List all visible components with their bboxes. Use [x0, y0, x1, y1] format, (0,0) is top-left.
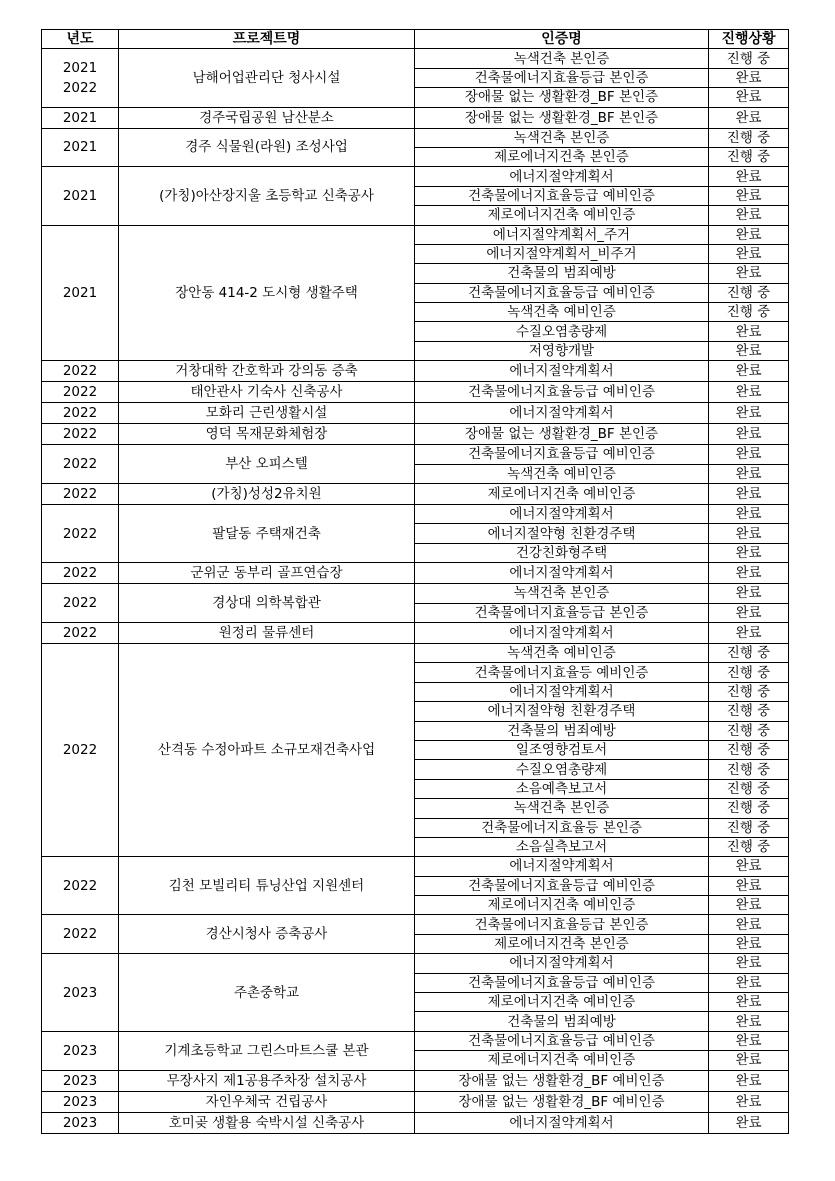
cert-cell: 장애물 없는 생활환경_BF 본인증	[415, 88, 709, 107]
project-cell: 경주 식물원(라원) 조성사업	[119, 128, 415, 167]
cert-cell: 에너지절약계획서	[415, 682, 709, 701]
cert-cell: 건축물에너지효율등급 본인증	[415, 68, 709, 87]
cert-cell: 녹색건축 예비인증	[415, 464, 709, 483]
table-row	[42, 1031, 789, 1050]
year-cell	[42, 403, 119, 424]
year-cell	[42, 107, 119, 128]
status-cell: 완료	[709, 403, 789, 424]
year-cell	[42, 1112, 119, 1133]
year-value: 2022	[62, 877, 98, 894]
year-cell	[42, 424, 119, 445]
year-cell	[42, 954, 119, 1032]
header-status: 진행상황	[709, 30, 789, 49]
cert-cell: 장애물 없는 생활환경_BF 예비인증	[415, 1091, 709, 1112]
status-cell: 완료	[709, 876, 789, 895]
year-value: 2023	[62, 1093, 98, 1110]
year-value: 2022	[62, 486, 98, 503]
cert-cell: 장애물 없는 생활환경_BF 예비인증	[415, 1070, 709, 1091]
cert-cell: 에너지절약계획서_주거	[415, 225, 709, 244]
project-cell: 태안관사 기숙사 신축공사	[119, 382, 415, 403]
project-cell: 기계초등학교 그린스마트스쿨 본관	[119, 1031, 415, 1070]
status-cell: 완료	[709, 563, 789, 584]
year-value: 2022	[62, 405, 98, 422]
project-cell: 자인우체국 건립공사	[119, 1091, 415, 1112]
table-row	[42, 915, 789, 934]
status-cell: 진행 중	[709, 283, 789, 302]
status-cell: 진행 중	[709, 682, 789, 701]
cert-cell: 제로에너지건축 예비인증	[415, 993, 709, 1012]
year-cell	[42, 915, 119, 954]
status-cell: 진행 중	[709, 837, 789, 856]
project-cell: 경주국립공원 남산분소	[119, 107, 415, 128]
project-cell: 군위군 동부리 골프연습장	[119, 563, 415, 584]
status-cell: 진행 중	[709, 303, 789, 322]
table-body	[42, 49, 789, 1133]
table-row	[42, 225, 789, 244]
cert-cell: 건축물에너지효율등급 예비인증	[415, 186, 709, 205]
year-value: 2023	[62, 1042, 98, 1059]
table-row	[42, 403, 789, 424]
project-cell: 경상대 의학복합관	[119, 584, 415, 623]
cert-cell: 소음예측보고서	[415, 779, 709, 798]
project-cell: 산격동 수정아파트 소규모재건축사업	[119, 643, 415, 856]
cert-cell: 장애물 없는 생활환경_BF 본인증	[415, 424, 709, 445]
cert-cell: 제로에너지건축 예비인증	[415, 1051, 709, 1070]
cert-cell: 에너지절약계획서_비주거	[415, 244, 709, 263]
status-cell: 완료	[709, 1012, 789, 1031]
project-cell: 거창대학 간호학과 강의동 증축	[119, 361, 415, 382]
status-cell: 완료	[709, 464, 789, 483]
year-value: 2022	[62, 525, 98, 542]
status-cell: 완료	[709, 505, 789, 524]
cert-cell: 수질오염총량제	[415, 760, 709, 779]
cert-cell: 에너지절약계획서	[415, 954, 709, 973]
cert-cell: 에너지절약계획서	[415, 505, 709, 524]
cert-cell: 건축물에너지효율등 예비인증	[415, 663, 709, 682]
year-cell	[42, 622, 119, 643]
cert-cell: 녹색건축 예비인증	[415, 643, 709, 662]
status-cell: 완료	[709, 543, 789, 562]
table-row	[42, 361, 789, 382]
status-cell: 진행 중	[709, 760, 789, 779]
year-value: 2022	[62, 565, 98, 582]
year-value: 2021	[62, 284, 98, 301]
cert-cell: 녹색건축 본인증	[415, 128, 709, 147]
table-row	[42, 167, 789, 186]
table-row	[42, 857, 789, 876]
status-cell: 완료	[709, 264, 789, 283]
cert-cell: 녹색건축 본인증	[415, 49, 709, 68]
year-value: 2022	[62, 384, 98, 401]
year-cell	[42, 382, 119, 403]
cert-cell: 에너지절약형 친환경주택	[415, 524, 709, 543]
status-cell: 진행 중	[709, 643, 789, 662]
project-cell: (가칭)성성2유치원	[119, 484, 415, 505]
status-cell: 완료	[709, 361, 789, 382]
status-cell: 완료	[709, 107, 789, 128]
project-cell: 장안동 414-2 도시형 생활주택	[119, 225, 415, 361]
cert-cell: 건축물에너지효율등급 예비인증	[415, 973, 709, 992]
year-value: 2022	[62, 456, 98, 473]
status-cell: 완료	[709, 896, 789, 915]
project-cell: 영덕 목재문화체험장	[119, 424, 415, 445]
header-row	[42, 30, 789, 49]
cert-cell: 건축물에너지효율등급 예비인증	[415, 445, 709, 464]
cert-cell: 녹색건축 예비인증	[415, 303, 709, 322]
status-cell: 진행 중	[709, 799, 789, 818]
status-cell: 진행 중	[709, 147, 789, 166]
table-row	[42, 107, 789, 128]
year-value: 2022	[62, 595, 98, 612]
status-cell: 완료	[709, 954, 789, 973]
table-header	[42, 30, 789, 49]
status-cell: 진행 중	[709, 702, 789, 721]
status-cell: 진행 중	[709, 779, 789, 798]
cert-cell: 저영향개발	[415, 341, 709, 360]
cert-cell: 건축물에너지효율등급 예비인증	[415, 382, 709, 403]
status-cell: 진행 중	[709, 49, 789, 68]
table-row	[42, 584, 789, 603]
year-cell	[42, 563, 119, 584]
status-cell: 완료	[709, 484, 789, 505]
project-cell: 모화리 근린생활시설	[119, 403, 415, 424]
table-row	[42, 1070, 789, 1091]
project-cell: 주촌중학교	[119, 954, 415, 1032]
cert-cell: 건축물의 범죄예방	[415, 264, 709, 283]
status-cell: 완료	[709, 186, 789, 205]
cert-cell: 수질오염총량제	[415, 322, 709, 341]
status-cell: 완료	[709, 322, 789, 341]
status-cell: 완료	[709, 1091, 789, 1112]
table-row	[42, 622, 789, 643]
year-value: 2021	[62, 187, 98, 204]
status-cell: 완료	[709, 993, 789, 1012]
project-cell: 팔달동 주택재건축	[119, 505, 415, 563]
year-value: 2022	[62, 926, 98, 943]
status-cell: 진행 중	[709, 128, 789, 147]
year-value: 2022	[62, 742, 98, 759]
status-cell: 완료	[709, 584, 789, 603]
table-row	[42, 954, 789, 973]
cert-cell: 건축물에너지효율등급 예비인증	[415, 876, 709, 895]
status-cell: 완료	[709, 382, 789, 403]
cert-cell: 에너지절약계획서	[415, 857, 709, 876]
table-row	[42, 424, 789, 445]
year-cell	[42, 128, 119, 167]
year-cell	[42, 1031, 119, 1070]
project-cell: 원정리 물류센터	[119, 622, 415, 643]
project-cell: 호미곶 생활용 숙박시설 신축공사	[119, 1112, 415, 1133]
cert-cell: 건축물에너지효율등 본인증	[415, 818, 709, 837]
table-row	[42, 128, 789, 147]
table-row	[42, 1091, 789, 1112]
year-cell	[42, 445, 119, 484]
status-cell: 완료	[709, 603, 789, 622]
year-value: 2022	[62, 426, 98, 443]
table-row	[42, 49, 789, 68]
project-cell: 부산 오피스텔	[119, 445, 415, 484]
status-cell: 완료	[709, 524, 789, 543]
year-value: 2022	[62, 79, 98, 96]
status-cell: 완료	[709, 88, 789, 107]
status-cell: 완료	[709, 1070, 789, 1091]
status-cell: 완료	[709, 934, 789, 953]
status-cell: 완료	[709, 973, 789, 992]
header-cert: 인증명	[415, 30, 709, 49]
cert-cell: 일조영향검토서	[415, 740, 709, 759]
status-cell: 완료	[709, 1051, 789, 1070]
year-cell	[42, 361, 119, 382]
year-value: 2021	[62, 59, 98, 76]
project-cell: 김천 모빌리티 튜닝산업 지원센터	[119, 857, 415, 915]
cert-cell: 건축물에너지효율등급 본인증	[415, 915, 709, 934]
cert-cell: 에너지절약계획서	[415, 167, 709, 186]
cert-cell: 건축물에너지효율등급 본인증	[415, 603, 709, 622]
status-cell: 진행 중	[709, 740, 789, 759]
status-cell: 진행 중	[709, 663, 789, 682]
table-row	[42, 445, 789, 464]
cert-cell: 제로에너지건축 예비인증	[415, 484, 709, 505]
cert-cell: 제로에너지건축 본인증	[415, 934, 709, 953]
status-cell: 진행 중	[709, 721, 789, 740]
year-cell	[42, 643, 119, 856]
status-cell: 완료	[709, 1112, 789, 1133]
project-cell: 무장사지 제1공용주차장 설치공사	[119, 1070, 415, 1091]
cert-cell: 에너지절약계획서	[415, 403, 709, 424]
status-cell: 완료	[709, 857, 789, 876]
table-row	[42, 484, 789, 505]
year-value: 2021	[62, 109, 98, 126]
status-cell: 완료	[709, 206, 789, 225]
table-row	[42, 1112, 789, 1133]
year-value: 2022	[62, 624, 98, 641]
year-cell	[42, 484, 119, 505]
year-cell	[42, 225, 119, 361]
year-cell	[42, 167, 119, 225]
status-cell: 완료	[709, 244, 789, 263]
status-cell: 완료	[709, 341, 789, 360]
cert-cell: 건축물에너지효율등급 예비인증	[415, 1031, 709, 1050]
year-value: 2022	[62, 363, 98, 380]
table-row	[42, 563, 789, 584]
certification-table	[41, 29, 789, 1134]
table-row	[42, 505, 789, 524]
year-cell	[42, 1070, 119, 1091]
cert-cell: 에너지절약계획서	[415, 622, 709, 643]
project-cell: 남해어업관리단 청사시설	[119, 49, 415, 107]
cert-cell: 에너지절약형 친환경주택	[415, 702, 709, 721]
status-cell: 완료	[709, 1031, 789, 1050]
status-cell: 완료	[709, 167, 789, 186]
year-value: 2023	[62, 984, 98, 1001]
project-cell: (가칭)아산장지울 초등학교 신축공사	[119, 167, 415, 225]
year-cell	[42, 584, 119, 623]
cert-cell: 장애물 없는 생활환경_BF 본인증	[415, 107, 709, 128]
status-cell: 완료	[709, 225, 789, 244]
cert-cell: 건강친화형주택	[415, 543, 709, 562]
cert-cell: 녹색건축 본인증	[415, 799, 709, 818]
status-cell: 완료	[709, 445, 789, 464]
cert-cell: 소음실측보고서	[415, 837, 709, 856]
project-cell: 경산시청사 증축공사	[119, 915, 415, 954]
year-value: 2023	[62, 1114, 98, 1131]
year-cell	[42, 1091, 119, 1112]
year-value: 2023	[62, 1072, 98, 1089]
status-cell: 완료	[709, 622, 789, 643]
header-year: 년도	[42, 30, 119, 49]
cert-cell: 건축물의 범죄예방	[415, 1012, 709, 1031]
cert-cell: 녹색건축 본인증	[415, 584, 709, 603]
cert-cell: 건축물의 범죄예방	[415, 721, 709, 740]
status-cell: 완료	[709, 424, 789, 445]
year-cell	[42, 505, 119, 563]
cert-cell: 제로에너지건축 본인증	[415, 147, 709, 166]
table-row	[42, 643, 789, 662]
year-cell	[42, 49, 119, 107]
header-project: 프로젝트명	[119, 30, 415, 49]
status-cell: 완료	[709, 915, 789, 934]
cert-cell: 제로에너지건축 예비인증	[415, 206, 709, 225]
cert-cell: 에너지절약계획서	[415, 563, 709, 584]
year-value: 2021	[62, 139, 98, 156]
cert-cell: 제로에너지건축 예비인증	[415, 896, 709, 915]
year-cell	[42, 857, 119, 915]
cert-cell: 에너지절약계획서	[415, 1112, 709, 1133]
status-cell: 진행 중	[709, 818, 789, 837]
table-row	[42, 382, 789, 403]
cert-cell: 건축물에너지효율등급 예비인증	[415, 283, 709, 302]
cert-cell: 에너지절약계획서	[415, 361, 709, 382]
status-cell: 완료	[709, 68, 789, 87]
